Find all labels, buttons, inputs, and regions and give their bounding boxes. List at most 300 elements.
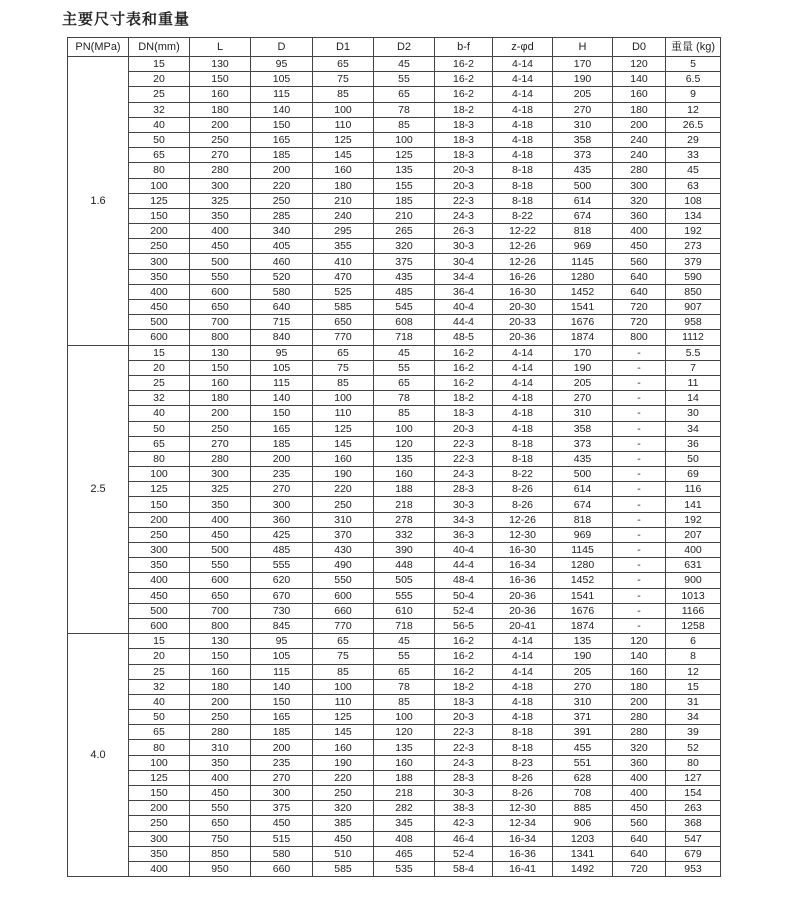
table-cell: 390 — [374, 543, 435, 558]
table-cell: - — [613, 512, 666, 527]
table-cell: 200 — [129, 512, 190, 527]
table-cell: 120 — [613, 634, 666, 649]
table-cell: 4-14 — [493, 664, 553, 679]
table-cell: 192 — [666, 512, 721, 527]
table-cell: 270 — [251, 770, 313, 785]
table-cell: 16-2 — [435, 87, 493, 102]
table-cell: 160 — [313, 451, 374, 466]
table-row — [68, 664, 721, 679]
table-cell: 25 — [129, 664, 190, 679]
table-cell: 200 — [129, 224, 190, 239]
table-cell: 50 — [129, 710, 190, 725]
table-cell: 300 — [190, 467, 251, 482]
table-cell: 58-4 — [435, 861, 493, 876]
table-cell: 140 — [251, 391, 313, 406]
table-cell: 160 — [313, 163, 374, 178]
table-cell: - — [613, 467, 666, 482]
table-cell: 4-18 — [493, 694, 553, 709]
table-cell: 500 — [190, 543, 251, 558]
table-cell: 1452 — [553, 284, 613, 299]
table-cell: 250 — [190, 421, 251, 436]
table-cell: 235 — [251, 467, 313, 482]
table-cell: 674 — [553, 208, 613, 223]
table-cell: 141 — [666, 497, 721, 512]
table-cell: 300 — [129, 831, 190, 846]
table-cell: 15 — [666, 679, 721, 694]
table-cell: 200 — [251, 451, 313, 466]
table-cell: 1874 — [553, 618, 613, 633]
table-cell: 120 — [374, 725, 435, 740]
table-cell: 450 — [190, 527, 251, 542]
table-cell: 180 — [613, 102, 666, 117]
table-cell: 679 — [666, 846, 721, 861]
table-cell: 400 — [613, 786, 666, 801]
table-cell: 100 — [313, 102, 374, 117]
table-cell: 48-4 — [435, 573, 493, 588]
table-cell: 12-30 — [493, 801, 553, 816]
table-cell: 190 — [553, 649, 613, 664]
table-cell: 320 — [374, 239, 435, 254]
table-cell: 16-2 — [435, 72, 493, 87]
table-cell: - — [613, 375, 666, 390]
table-cell: 6.5 — [666, 72, 721, 87]
table-cell: 6 — [666, 634, 721, 649]
table-cell: 325 — [190, 482, 251, 497]
table-cell: 127 — [666, 770, 721, 785]
table-cell: 8-26 — [493, 497, 553, 512]
table-cell: 425 — [251, 527, 313, 542]
table-cell: 140 — [613, 649, 666, 664]
table-cell: 340 — [251, 224, 313, 239]
table-cell: 358 — [553, 421, 613, 436]
table-cell: 155 — [374, 178, 435, 193]
table-cell: 600 — [190, 284, 251, 299]
table-cell: 1676 — [553, 603, 613, 618]
table-row — [68, 649, 721, 664]
table-row — [68, 846, 721, 861]
table-cell: 720 — [613, 861, 666, 876]
table-cell: 485 — [374, 284, 435, 299]
table-cell: 22-3 — [435, 436, 493, 451]
table-cell: 34 — [666, 710, 721, 725]
table-cell: 12-34 — [493, 816, 553, 831]
table-row — [68, 132, 721, 147]
table-cell: 300 — [251, 786, 313, 801]
table-cell: 650 — [190, 300, 251, 315]
table-cell: 885 — [553, 801, 613, 816]
table-cell: 250 — [313, 786, 374, 801]
table-cell: 65 — [129, 148, 190, 163]
table-cell: 278 — [374, 512, 435, 527]
table-cell: 8-22 — [493, 208, 553, 223]
table-cell: 52-4 — [435, 603, 493, 618]
table-cell: 640 — [613, 284, 666, 299]
table-cell: 640 — [613, 846, 666, 861]
table-cell: 670 — [251, 588, 313, 603]
table-cell: 190 — [313, 467, 374, 482]
table-cell: 400 — [129, 284, 190, 299]
table-row — [68, 467, 721, 482]
table-cell: 150 — [129, 497, 190, 512]
table-cell: 1013 — [666, 588, 721, 603]
table-cell: 250 — [129, 239, 190, 254]
table-cell: 7 — [666, 360, 721, 375]
table-row — [68, 482, 721, 497]
table-cell: 45 — [666, 163, 721, 178]
table-cell: 280 — [190, 451, 251, 466]
table-cell: 160 — [374, 755, 435, 770]
table-cell: 8-26 — [493, 482, 553, 497]
table-cell: 110 — [313, 694, 374, 709]
table-cell: 145 — [313, 436, 374, 451]
table-cell: 4-14 — [493, 72, 553, 87]
table-row — [68, 694, 721, 709]
table-cell: 405 — [251, 239, 313, 254]
table-cell: 391 — [553, 725, 613, 740]
table-cell: 150 — [251, 117, 313, 132]
table-cell: 1492 — [553, 861, 613, 876]
table-cell: 535 — [374, 861, 435, 876]
page-title: 主要尺寸表和重量 — [62, 10, 191, 28]
table-cell: 640 — [613, 269, 666, 284]
table-cell: 200 — [251, 163, 313, 178]
table-cell: 160 — [613, 664, 666, 679]
table-cell: - — [613, 421, 666, 436]
table-cell: 850 — [190, 846, 251, 861]
table-cell: 14 — [666, 391, 721, 406]
table-cell: 125 — [313, 132, 374, 147]
table-cell: 18-3 — [435, 117, 493, 132]
table-cell: 250 — [251, 193, 313, 208]
table-cell: 65 — [129, 436, 190, 451]
table-cell: 4-18 — [493, 710, 553, 725]
table-row — [68, 72, 721, 87]
table-cell: 240 — [613, 132, 666, 147]
table-cell: 1541 — [553, 300, 613, 315]
table-cell: 115 — [251, 375, 313, 390]
table-row — [68, 710, 721, 725]
table-cell: 580 — [251, 846, 313, 861]
table-cell: 5 — [666, 57, 721, 72]
table-cell: 16-36 — [493, 573, 553, 588]
table-cell: 907 — [666, 300, 721, 315]
table-row — [68, 254, 721, 269]
table-cell: 8-22 — [493, 467, 553, 482]
table-cell: 207 — [666, 527, 721, 542]
table-cell: 45 — [374, 57, 435, 72]
table-cell: 15 — [129, 345, 190, 360]
table-cell: - — [613, 588, 666, 603]
table-cell: 150 — [129, 208, 190, 223]
table-cell: 8-18 — [493, 178, 553, 193]
table-cell: 65 — [313, 634, 374, 649]
table-cell: 350 — [129, 846, 190, 861]
table-cell: 185 — [251, 725, 313, 740]
table-row — [68, 573, 721, 588]
table-cell: 500 — [190, 254, 251, 269]
table-cell: 135 — [553, 634, 613, 649]
table-cell: 550 — [190, 269, 251, 284]
table-cell: 350 — [129, 269, 190, 284]
table-cell: 65 — [129, 725, 190, 740]
table-cell: 250 — [129, 527, 190, 542]
table-cell: 56-5 — [435, 618, 493, 633]
table-cell: 435 — [374, 269, 435, 284]
table-cell: 730 — [251, 603, 313, 618]
table-cell: - — [613, 543, 666, 558]
table-cell: 410 — [313, 254, 374, 269]
column-header-d: D — [251, 38, 313, 57]
table-cell: 16-2 — [435, 360, 493, 375]
table-cell: 200 — [129, 801, 190, 816]
table-cell: 100 — [129, 178, 190, 193]
table-cell: 65 — [313, 57, 374, 72]
table-cell: 270 — [553, 679, 613, 694]
table-cell: 906 — [553, 816, 613, 831]
table-cell: 20-36 — [493, 330, 553, 345]
table-cell: 450 — [129, 588, 190, 603]
table-cell: 8-18 — [493, 725, 553, 740]
table-cell: 8-26 — [493, 786, 553, 801]
table-cell: 85 — [313, 375, 374, 390]
table-cell: 465 — [374, 846, 435, 861]
table-cell: 5.5 — [666, 345, 721, 360]
table-cell: 150 — [251, 406, 313, 421]
table-cell: 515 — [251, 831, 313, 846]
table-cell: 38-3 — [435, 801, 493, 816]
table-cell: 547 — [666, 831, 721, 846]
table-cell: 160 — [613, 87, 666, 102]
table-cell: 485 — [251, 543, 313, 558]
table-cell: 8-18 — [493, 740, 553, 755]
table-cell: 200 — [190, 117, 251, 132]
table-cell: 263 — [666, 801, 721, 816]
table-cell: 18-3 — [435, 406, 493, 421]
table-cell: 16-2 — [435, 649, 493, 664]
table-cell: 22-3 — [435, 740, 493, 755]
table-row — [68, 163, 721, 178]
table-row — [68, 831, 721, 846]
table-cell: 450 — [613, 239, 666, 254]
table-cell: 400 — [129, 861, 190, 876]
table-cell: 270 — [190, 148, 251, 163]
table-cell: 44-4 — [435, 315, 493, 330]
table-cell: 510 — [313, 846, 374, 861]
table-cell: 280 — [613, 725, 666, 740]
table-cell: 270 — [251, 482, 313, 497]
table-cell: 63 — [666, 178, 721, 193]
table-cell: 650 — [313, 315, 374, 330]
table-row — [68, 786, 721, 801]
table-cell: 520 — [251, 269, 313, 284]
table-cell: 585 — [313, 861, 374, 876]
table-cell: 205 — [553, 87, 613, 102]
table-cell: 200 — [613, 117, 666, 132]
table-cell: 24-3 — [435, 467, 493, 482]
table-row — [68, 861, 721, 876]
table-cell: 400 — [613, 770, 666, 785]
table-cell: 36-3 — [435, 527, 493, 542]
table-cell: 1145 — [553, 254, 613, 269]
table-cell: 270 — [553, 102, 613, 117]
table-row — [68, 740, 721, 755]
table-cell: 400 — [129, 573, 190, 588]
table-cell: - — [613, 345, 666, 360]
table-row — [68, 269, 721, 284]
table-cell: 34-3 — [435, 512, 493, 527]
table-cell: 240 — [313, 208, 374, 223]
table-cell: 130 — [190, 634, 251, 649]
table-cell: 300 — [613, 178, 666, 193]
column-header-weight: 重量 (kg) — [666, 38, 721, 57]
table-cell: 373 — [553, 436, 613, 451]
table-cell: 30-3 — [435, 786, 493, 801]
table-cell: 20-36 — [493, 588, 553, 603]
table-cell: 190 — [553, 360, 613, 375]
table-cell: 185 — [251, 148, 313, 163]
table-cell: 620 — [251, 573, 313, 588]
table-cell: 12-26 — [493, 512, 553, 527]
table-cell: 210 — [374, 208, 435, 223]
table-cell: 75 — [313, 360, 374, 375]
table-cell: 36-4 — [435, 284, 493, 299]
table-cell: 250 — [129, 816, 190, 831]
table-cell: 31 — [666, 694, 721, 709]
table-cell: 310 — [553, 406, 613, 421]
table-cell: 20 — [129, 360, 190, 375]
table-cell: 140 — [613, 72, 666, 87]
table-cell: 375 — [251, 801, 313, 816]
table-cell: 4-14 — [493, 57, 553, 72]
table-cell: 310 — [313, 512, 374, 527]
table-cell: 1676 — [553, 315, 613, 330]
table-cell: 39 — [666, 725, 721, 740]
table-cell: 95 — [251, 345, 313, 360]
table-cell: 150 — [129, 786, 190, 801]
table-cell: 125 — [129, 770, 190, 785]
table-cell: 1341 — [553, 846, 613, 861]
table-cell: 590 — [666, 269, 721, 284]
table-cell: 608 — [374, 315, 435, 330]
table-cell: 170 — [553, 345, 613, 360]
table-cell: 600 — [313, 588, 374, 603]
table-cell: 22-3 — [435, 451, 493, 466]
table-cell: 300 — [129, 543, 190, 558]
table-cell: 400 — [190, 224, 251, 239]
table-cell: 170 — [553, 57, 613, 72]
table-cell: 16-34 — [493, 558, 553, 573]
table-cell: 18-2 — [435, 102, 493, 117]
table-cell: 4-18 — [493, 117, 553, 132]
table-cell: 4-18 — [493, 102, 553, 117]
table-cell: 200 — [190, 406, 251, 421]
table-cell: 560 — [613, 816, 666, 831]
table-cell: 110 — [313, 117, 374, 132]
table-cell: 20-33 — [493, 315, 553, 330]
table-cell: 310 — [553, 117, 613, 132]
table-cell: 50 — [666, 451, 721, 466]
table-cell: 200 — [251, 740, 313, 755]
table-cell: 12-22 — [493, 224, 553, 239]
table-cell: 75 — [313, 649, 374, 664]
table-cell: 368 — [666, 816, 721, 831]
pressure-rating-cell: 1.6 — [68, 57, 129, 346]
table-row — [68, 527, 721, 542]
table-cell: 9 — [666, 87, 721, 102]
table-cell: 4-18 — [493, 679, 553, 694]
table-cell: - — [613, 391, 666, 406]
table-row — [68, 755, 721, 770]
table-row — [68, 178, 721, 193]
table-cell: 18-3 — [435, 148, 493, 163]
table-cell: 80 — [129, 163, 190, 178]
table-cell: 12-26 — [493, 239, 553, 254]
table-row — [68, 117, 721, 132]
table-row — [68, 87, 721, 102]
table-cell: 18-3 — [435, 132, 493, 147]
table-cell: 100 — [313, 391, 374, 406]
table-cell: 700 — [190, 315, 251, 330]
table-cell: 200 — [190, 694, 251, 709]
table-cell: 110 — [313, 406, 374, 421]
table-header-row — [68, 38, 721, 57]
table-cell: 900 — [666, 573, 721, 588]
table-cell: 16-36 — [493, 846, 553, 861]
table-cell: 280 — [613, 163, 666, 178]
table-cell: 125 — [129, 482, 190, 497]
table-cell: 350 — [190, 208, 251, 223]
table-cell: 490 — [313, 558, 374, 573]
table-cell: 130 — [190, 345, 251, 360]
table-cell: 845 — [251, 618, 313, 633]
table-cell: 235 — [251, 755, 313, 770]
table-cell: 50-4 — [435, 588, 493, 603]
table-cell: 350 — [190, 497, 251, 512]
table-cell: 610 — [374, 603, 435, 618]
table-cell: 600 — [190, 573, 251, 588]
table-cell: 720 — [613, 300, 666, 315]
table-cell: 8-18 — [493, 193, 553, 208]
table-cell: 95 — [251, 634, 313, 649]
table-cell: 375 — [374, 254, 435, 269]
table-cell: 400 — [666, 543, 721, 558]
table-cell: 78 — [374, 102, 435, 117]
table-cell: 220 — [251, 178, 313, 193]
table-cell: 55 — [374, 649, 435, 664]
table-cell: 660 — [313, 603, 374, 618]
table-cell: 8-18 — [493, 163, 553, 178]
table-cell: 30-3 — [435, 239, 493, 254]
table-cell: 1874 — [553, 330, 613, 345]
table-cell: 145 — [313, 148, 374, 163]
table-cell: 48-5 — [435, 330, 493, 345]
table-cell: - — [613, 497, 666, 512]
table-cell: 205 — [553, 664, 613, 679]
table-cell: 8-23 — [493, 755, 553, 770]
table-cell: 1280 — [553, 269, 613, 284]
table-cell: 100 — [374, 421, 435, 436]
table-cell: 125 — [374, 148, 435, 163]
table-cell: 718 — [374, 618, 435, 633]
table-cell: 770 — [313, 330, 374, 345]
table-cell: - — [613, 436, 666, 451]
table-cell: 435 — [553, 163, 613, 178]
table-cell: 295 — [313, 224, 374, 239]
table-cell: 720 — [613, 315, 666, 330]
table-cell: 718 — [374, 330, 435, 345]
table-cell: 1145 — [553, 543, 613, 558]
table-cell: 525 — [313, 284, 374, 299]
